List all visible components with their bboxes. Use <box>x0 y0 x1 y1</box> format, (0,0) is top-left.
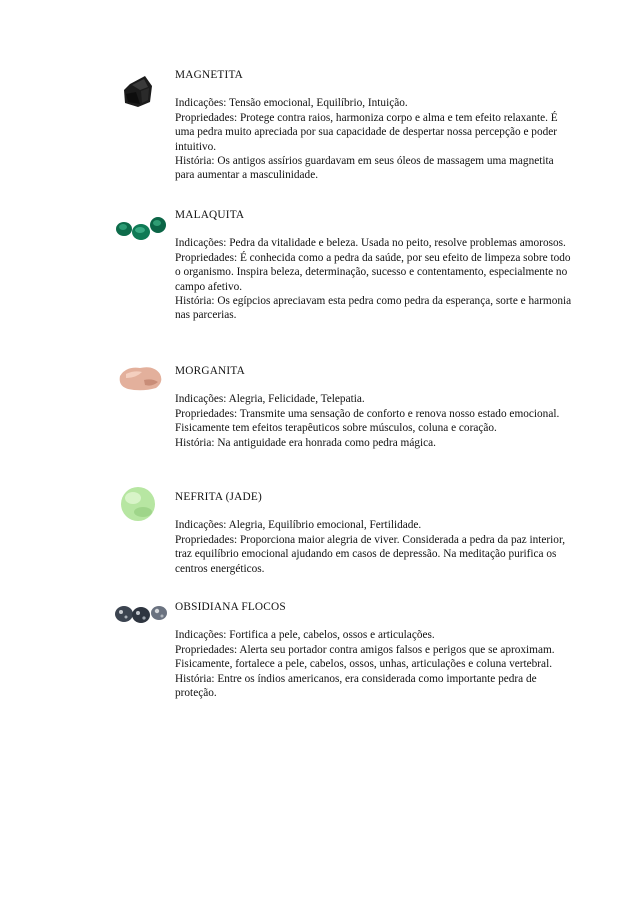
indicacoes-text: Indicações: Fortifica a pele, cabelos, ossos e articulações. <box>175 629 435 642</box>
propriedades-text: Propriedades: É conhecida como a pedra da saúde, por seu efeito de limpeza sobre todo o organismo. Inspira beleza, determinação, sucesso e contentamento, especialmente no campo afetivo. <box>175 251 571 293</box>
stone-name: MORGANITA <box>175 365 245 377</box>
nefrita-stone-image <box>112 482 170 528</box>
indicacoes-text: Indicações: Tensão emocional, Equilíbrio, Intuição. <box>175 97 408 110</box>
stone-name: MAGNETITA <box>175 69 244 81</box>
stone-name: MALAQUITA <box>175 209 245 221</box>
historia-text: História: Na antiguidade era honrada como pedra mágica. <box>175 436 436 449</box>
indicacoes-text: Indicações: Pedra da vitalidade e beleza. Usada no peito, resolve problemas amorosos. <box>175 237 566 250</box>
propriedades-text: Propriedades: Protege contra raios, harmoniza corpo e alma e tem efeito relaxante. É uma pedra muito apreciada por sua capacidade de despertar nossa percepção e poder intuitivo. <box>175 111 558 153</box>
indicacoes-text: Indicações: Alegria, Equilíbrio emocional, Fertilidade. <box>175 519 422 532</box>
magnetita-stone-image <box>112 72 170 112</box>
stone-name: OBSIDIANA FLOCOS <box>175 601 286 613</box>
historia-text: História: Os egípcios apreciavam esta pedra como pedra da esperança, sorte e harmonia nas parcerias. <box>175 295 572 322</box>
obsidiana-stone-image <box>112 594 172 634</box>
indicacoes-text: Indicações: Alegria, Felicidade, Telepatia. <box>175 393 365 406</box>
stone-name: NEFRITA (JADE) <box>175 491 262 503</box>
historia-text: História: Entre os índios americanos, era considerada como importante pedra de proteção. <box>175 672 537 700</box>
historia-text: História: Os antigos assírios guardavam em seus óleos de massagem uma magnetita para aumentar a masculinidade. <box>175 155 554 182</box>
malaquita-stone-image <box>112 210 172 250</box>
morganita-stone-image <box>112 360 170 400</box>
propriedades-text: Propriedades: Transmite uma sensação de conforto e renova nosso estado emocional. Fisicamente tem efeitos terapêuticos sobre músculos, coluna e coração. <box>175 407 560 435</box>
propriedades-text: Propriedades: Proporciona maior alegria de viver. Considerada a pedra da paz interior, traz equilíbrio emocional ajudando em casos de depressão. Na meditação purifica os centros energéticos. <box>175 533 566 575</box>
propriedades-text: Propriedades: Alerta seu portador contra amigos falsos e perigos que se aproximam. Fisicamente, fortalece a pele, cabelos, ossos, unhas, articulações e coluna vertebral. <box>175 643 555 671</box>
